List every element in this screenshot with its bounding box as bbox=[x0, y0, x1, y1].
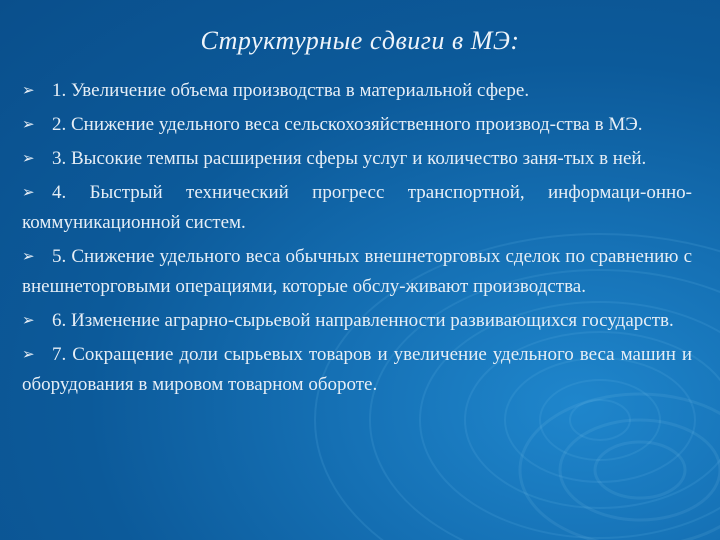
list-item bbox=[22, 339, 692, 400]
arrowhead-bullet-icon: ➢ bbox=[22, 81, 35, 99]
arrowhead-bullet-icon: ➢ bbox=[22, 115, 35, 133]
list-item bbox=[22, 143, 692, 174]
list-item bbox=[22, 177, 692, 238]
arrowhead-bullet-icon: ➢ bbox=[22, 183, 35, 201]
list-item-text: 2. Снижение удельного веса сельскохозяйственного производ-ства в МЭ. bbox=[52, 114, 643, 135]
list-item-text: 3. Высокие темпы расширения сферы услуг и количество заня-тых в ней. bbox=[52, 148, 647, 169]
list-item-text: 5. Снижение удельного веса обычных внешнеторговых сделок по сравнению с внешнеторговыми операциями, которые обслу-живают производства. bbox=[22, 246, 692, 297]
list-item-text: 7. Сокращение доли сырьевых товаров и увеличение удельного веса машин и оборудования в мировом товарном обороте. bbox=[22, 344, 692, 395]
list-item bbox=[22, 241, 692, 302]
list-item bbox=[22, 305, 692, 336]
list-item-text: 6. Изменение аграрно-сырьевой направленности развивающихся государств. bbox=[52, 310, 674, 331]
arrowhead-bullet-icon: ➢ bbox=[22, 345, 35, 363]
list-item bbox=[22, 75, 692, 106]
list-item bbox=[22, 109, 692, 140]
slide-title: Структурные сдвиги в МЭ: bbox=[200, 26, 520, 55]
arrowhead-bullet-icon: ➢ bbox=[22, 149, 35, 167]
bullet-list bbox=[22, 75, 692, 403]
list-item-text: 1. Увеличение объема производства в материальной сфере. bbox=[52, 80, 530, 101]
arrowhead-bullet-icon: ➢ bbox=[22, 311, 35, 329]
list-item-text: 4. Быстрый технический прогресс транспортной, информаци-онно-коммуникационной систем. bbox=[22, 182, 692, 233]
arrowhead-bullet-icon: ➢ bbox=[22, 247, 35, 265]
